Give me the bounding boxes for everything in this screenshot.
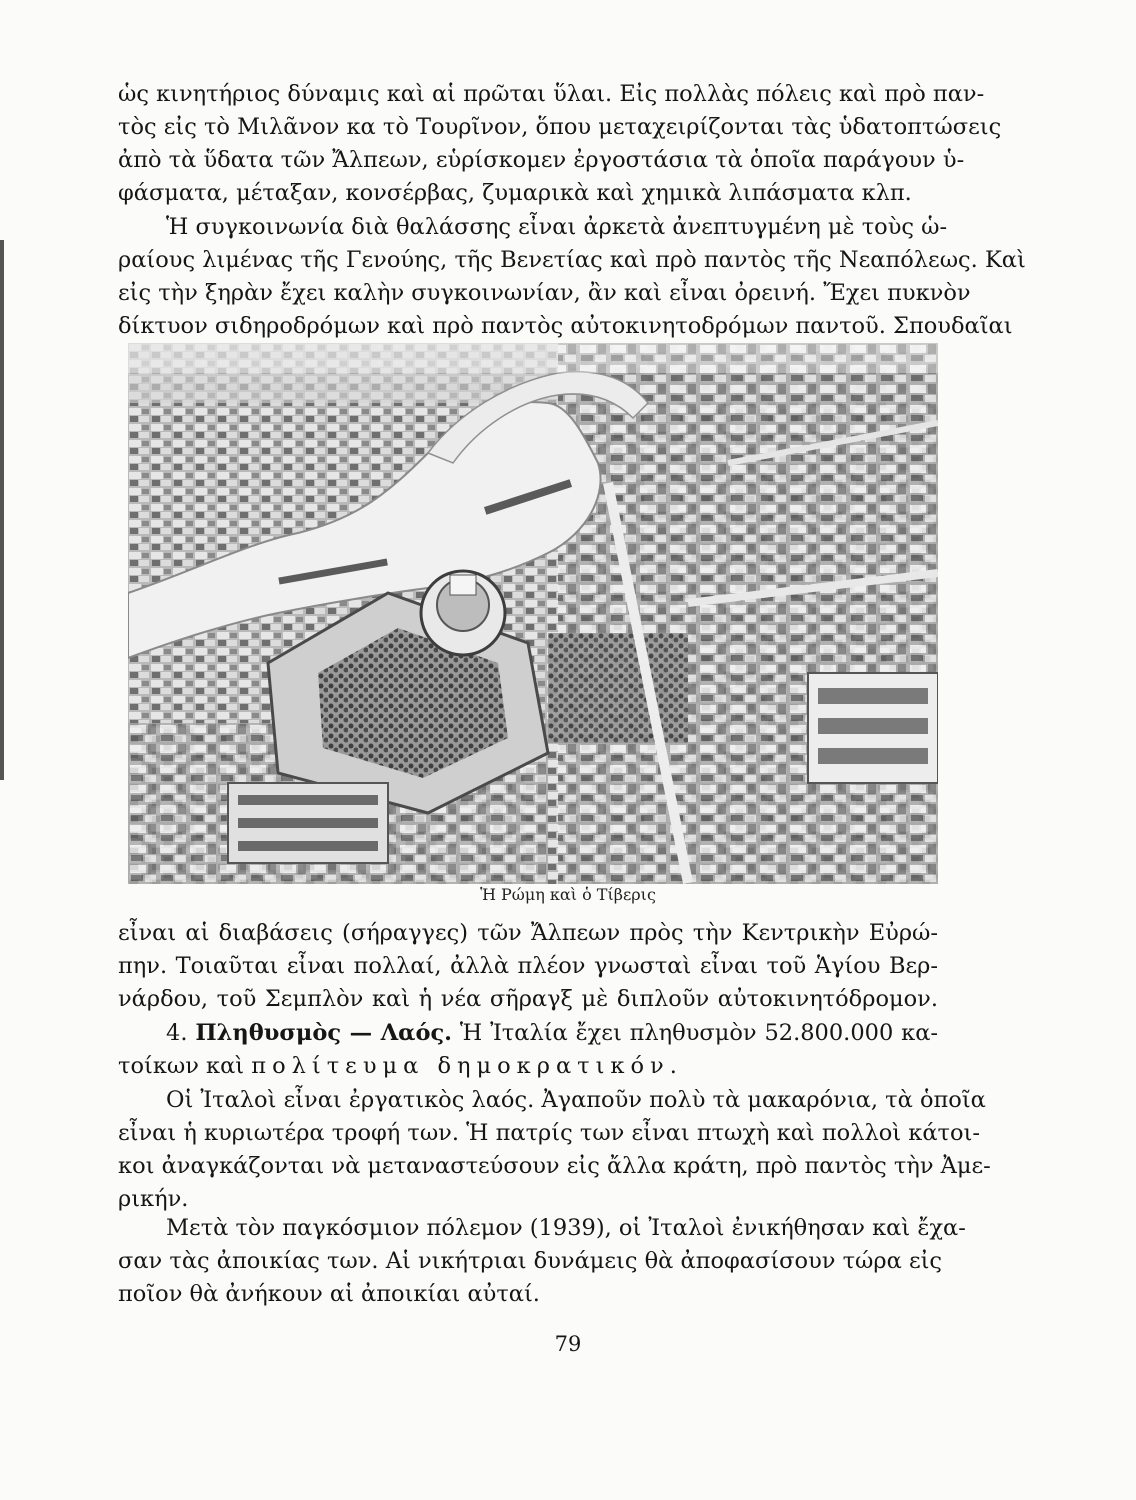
text-line: δίκτυον σιδηροδρόμων καὶ πρὸ παντὸς αὐτοκινητοδρόμων παντοῦ. Σπουδαῖαι	[118, 313, 1013, 339]
binding-edge	[0, 240, 4, 780]
text-line: νάρδου, τοῦ Σεμπλὸν καὶ ἡ νέα σῆραγξ μὲ διπλοῦν αὐτοκινητόδρομον.	[118, 986, 938, 1012]
text-line: εἶναι ἡ κυριωτέρα τροφή των. Ἡ πατρίς των εἶναι πτωχὴ καὶ πολλοὶ κάτοι-	[118, 1120, 980, 1146]
text-line: Οἱ Ἰταλοὶ εἶναι ἐργατικὸς λαός. Ἀγαποῦν πολὺ τὰ μακαρόνια, τὰ ὁποῖα	[166, 1087, 986, 1113]
text-fragment: τοίκων καὶ	[118, 1053, 245, 1079]
rome-tiber-photo	[128, 343, 938, 884]
text-line: ἀπὸ τὰ ὕδατα τῶν Ἄλπεων, εὑρίσκομεν ἐργοστάσια τὰ ὁποῖα παράγουν ὑ-	[118, 147, 965, 173]
text-line: σαν τὰς ἀποικίας των. Αἱ νικήτριαι δυνάμεις θὰ ἀποφασίσουν τώρα εἰς	[118, 1248, 943, 1274]
page-number: 79	[554, 1332, 582, 1356]
text-fragment: Ἡ Ἰταλία ἔχει πληθυσμὸν 52.800.000 κα-	[459, 1020, 939, 1046]
text-line: ὡς κινητήριος δύναμις καὶ αἱ πρῶται ὕλαι. Εἰς πολλὰς πόλεις καὶ πρὸ παν-	[118, 81, 985, 107]
text-line: κοι ἀναγκάζονται νὰ μεταναστεύσουν εἰς ἄλλα κράτη, πρὸ παντὸς τὴν Ἀμε-	[118, 1153, 991, 1179]
photo-caption: Ἡ Ρώμη καὶ ὁ Τίβερις	[480, 885, 656, 904]
text-line: ραίους λιμένας τῆς Γενούης, τῆς Βενετίας καὶ πρὸ παντὸς τῆς Νεαπόλεως. Καὶ	[118, 247, 1026, 273]
text-line: Μετὰ τὸν παγκόσμιον πόλεμον (1939), οἱ Ἰταλοὶ ἐνικήθησαν καὶ ἔχα-	[166, 1215, 966, 1241]
text-line: φάσματα, μέταξαν, κονσέρβας, ζυμαρικὰ καὶ χημικὰ λιπάσματα κλπ.	[118, 180, 912, 206]
text-line: τὸς εἰς τὸ Μιλᾶνον κα τὸ Τουρῖνον, ὅπου μεταχειρίζονται τὰς ὑδατοπτώσεις	[118, 114, 1002, 140]
text-line: πην. Τοιαῦται εἶναι πολλαί, ἀλλὰ πλέον γνωσταὶ εἶναι τοῦ Ἁγίου Βερ-	[118, 953, 938, 979]
section-heading: Πληθυσμὸς — Λαός.	[195, 1020, 453, 1046]
aerial-photo-illustration	[128, 343, 938, 884]
text-line: εἶναι αἱ διαβάσεις (σήραγγες) τῶν Ἄλπεων πρὸς τὴν Κεντρικὴν Εὐρώ-	[118, 920, 938, 946]
text-line	[118, 1051, 938, 1081]
text-line: εἰς τὴν ξηρὰν ἔχει καλὴν συγκοινωνίαν, ἂν καὶ εἶναι ὀρεινή. Ἔχει πυκνὸν	[118, 280, 971, 306]
text-line: ποῖον θὰ ἀνήκουν αἱ ἀποικίαι αὐταί.	[118, 1281, 540, 1307]
section-number: 4.	[166, 1020, 188, 1046]
section-heading-line	[166, 1018, 938, 1048]
text-line: Ἡ συγκοινωνία διὰ θαλάσσης εἶναι ἀρκετὰ ἀνεπτυγμένη μὲ τοὺς ὡ-	[166, 214, 948, 240]
spaced-emphasis: πολίτευμα δημοκρατικόν.	[251, 1053, 683, 1079]
text-line: ρικήν.	[118, 1186, 189, 1212]
